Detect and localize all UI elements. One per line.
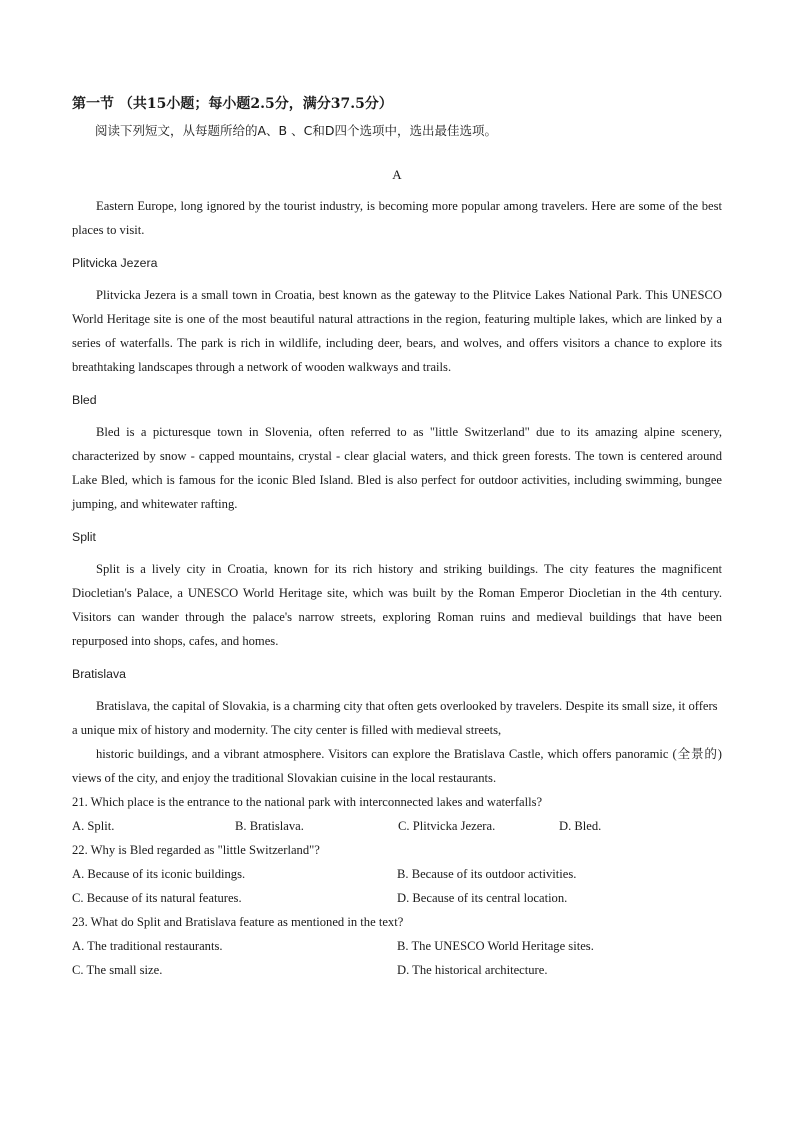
- place-text-continued: historic buildings, and a vibrant atmosphere. Visitors can explore the Bratislava Castle, which offers panoramic (全景的) views of the city, and enjoy the traditional Slovakian cuisine in the local restaurants.: [72, 747, 722, 785]
- option-d[interactable]: D. Because of its central location.: [397, 891, 568, 905]
- document-page: [72, 94, 722, 982]
- question-stem: 23. What do Split and Bratislava feature as mentioned in the text?: [72, 915, 404, 929]
- question-stem: 21. Which place is the entrance to the national park with interconnected lakes and waterfalls?: [72, 795, 543, 809]
- place-text: Plitvicka Jezera is a small town in Croatia, best known as the gateway to the Plitvice Lakes National Park. This UNESCO World Heritage site is one of the most beautiful natural attractions in the region, featuring multiple lakes, which are linked by a series of waterfalls. The park is rich in wildlife, including deer, bears, and wolves, and offers visitors a chance to explore its breathtaking landscapes through a network of wooden walkways and trails.: [72, 288, 722, 374]
- option-b[interactable]: B. Because of its outdoor activities.: [397, 867, 577, 881]
- option-b[interactable]: B. The UNESCO World Heritage sites.: [397, 939, 594, 953]
- place-text: Bled is a picturesque town in Slovenia, often referred to as "little Switzerland" due to its amazing alpine scenery, characterized by snow - capped mountains, crystal - clear glacial waters, and thick green forests. The town is centered around Lake Bled, which is famous for the iconic Bled Island. Bled is also perfect for outdoor activities, including swimming, bungee jumping, and whitewater rafting.: [72, 425, 722, 511]
- option-b[interactable]: B. Bratislava.: [235, 819, 304, 833]
- option-a[interactable]: A. Split.: [72, 819, 115, 833]
- options-row: [72, 958, 722, 982]
- option-c[interactable]: C. Plitvicka Jezera.: [398, 819, 496, 833]
- question-22: [72, 838, 722, 910]
- options-row: [72, 886, 722, 910]
- passage-intro: Eastern Europe, long ignored by the tourist industry, is becoming more popular among travelers. Here are some of the best places to visit.: [72, 199, 722, 237]
- option-c[interactable]: C. Because of its natural features.: [72, 891, 242, 905]
- options-row: [72, 934, 722, 958]
- place-section-plitvicka: [72, 254, 722, 379]
- place-heading: Bratislava: [72, 667, 126, 681]
- place-heading: Split: [72, 530, 96, 544]
- question-stem: 22. Why is Bled regarded as "little Switzerland"?: [72, 843, 320, 857]
- option-d[interactable]: D. Bled.: [559, 819, 602, 833]
- option-c[interactable]: C. The small size.: [72, 963, 163, 977]
- options-row: [72, 814, 722, 838]
- questions: [72, 790, 722, 982]
- option-a[interactable]: A. The traditional restaurants.: [72, 939, 223, 953]
- place-section-split: [72, 528, 722, 653]
- question-23: [72, 910, 722, 982]
- place-section-bratislava: [72, 665, 722, 790]
- place-section-bled: [72, 391, 722, 516]
- place-heading: Plitvicka Jezera: [72, 256, 158, 270]
- option-a[interactable]: A. Because of its iconic buildings.: [72, 867, 246, 881]
- question-21: [72, 790, 722, 838]
- option-d[interactable]: D. The historical architecture.: [397, 963, 548, 977]
- place-heading: Bled: [72, 393, 97, 407]
- place-text: Split is a lively city in Croatia, known for its rich history and striking buildings. The city features the magnificent Diocletian's Palace, a UNESCO World Heritage site, which was built by the Roman Emperor Diocletian in the 4th century. Visitors can wander through the palace's narrow streets, exploring Roman ruins and medieval buildings that have been repurposed into shops, cafes, and homes.: [72, 562, 722, 648]
- instruction-text: 阅读下列短文，从每题所给的A、B 、C和D四个选项中，选出最佳选项。: [95, 123, 497, 138]
- section-title: 第一节 （共15小题；每小题2.5分，满分37.5分）: [72, 96, 393, 112]
- place-text: Bratislava, the capital of Slovakia, is a charming city that often gets overlooked by travelers. Despite its small size, it offers a unique mix of history and modernity. The city center is filled with medieval streets,: [72, 699, 718, 737]
- options-row: [72, 862, 722, 886]
- passage-letter: A: [392, 167, 402, 182]
